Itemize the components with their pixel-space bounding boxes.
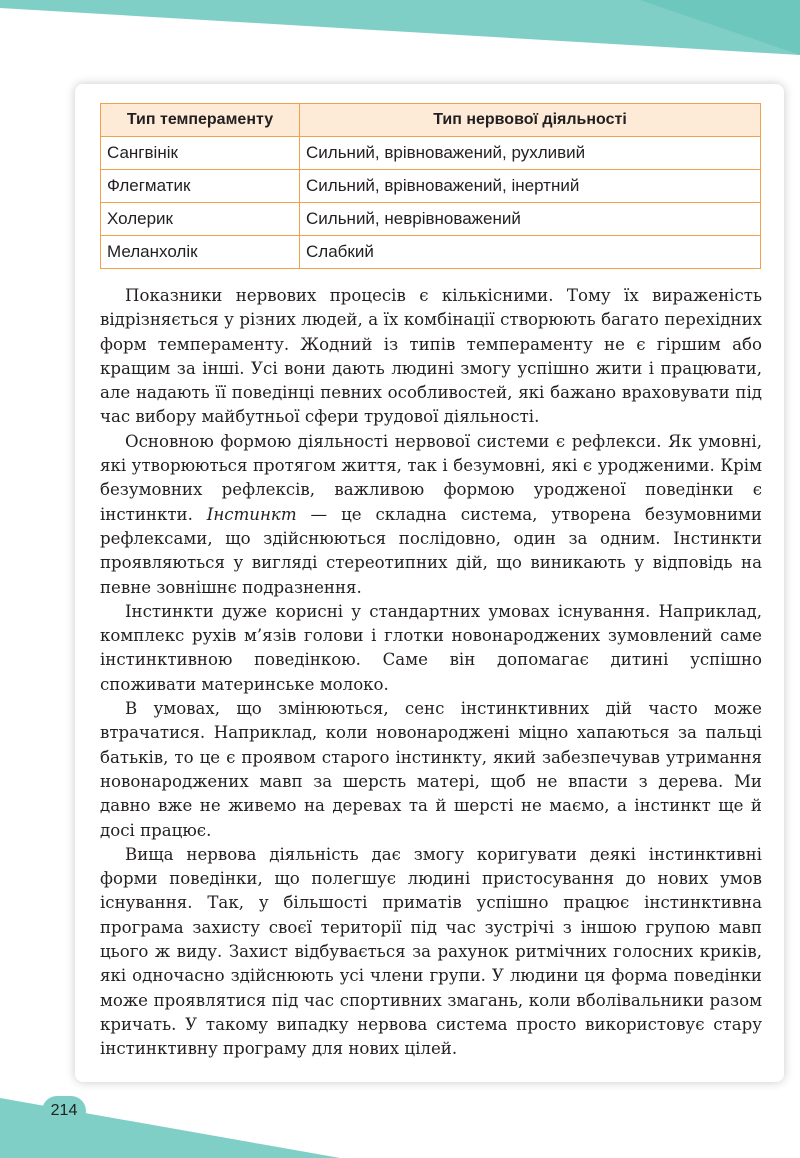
table-cell: Сильний, врівноважений, інертний	[300, 170, 761, 203]
paragraph-text: — це складна система, утворена безумовними рефлексами, що здійснюються послідовно, один за одним. Інстинкти проявляються у вигляді стереотипних дій, що виникають у відповідь на певне зовнішнє подразнення.	[100, 504, 762, 597]
top-decorative-band	[0, 0, 800, 70]
content-card	[75, 84, 784, 1082]
table-row	[101, 170, 761, 203]
table-header-cell: Тип темпераменту	[101, 104, 300, 137]
paragraph: Вища нервова діяльність дає змогу коригувати деякі інстинктивні форми поведінки, що полегшує людині пристосування до нових умов існування. Так, у більшості приматів успішно працює інстинктивна програма захисту своєї території під час зустрічі з іншою групою мавп цього ж виду. Захист відбувається за рахунок ритмічних голосних криків, які одночасно здійснюють усі члени групи. У людини ця форма поведінки може проявлятися під час спортивних змагань, коли вболівальники разом кричать. У такому випадку нервова система просто використовує стару інстинктивну програму для нових цілей.	[100, 844, 762, 1059]
table-cell: Холерик	[101, 203, 300, 236]
paragraph: В умовах, що змінюються, сенс інстинктивних дій часто може втрачатися. Наприклад, коли новонароджені міцно хапаються за пальці батьків, то це є проявом старого інстинкту, який забезпечував утримання новонароджених мавп за шерсть матері, щоб не впасти з дерева. Ми давно вже не живемо на деревах та й шерсті не маємо, а інстинкт ще й досі працює.	[100, 699, 762, 840]
table-header-cell: Тип нервової діяльності	[300, 104, 761, 137]
paragraph: Показники нервових процесів є кількісними. Тому їх вираженість відрізняється у різних людей, а їх комбінації створюють багато перехідних форм темпераменту. Жодний із типів темпераменту не є гіршим або кращим за інші. Усі вони дають людині змогу успішно жити і працювати, але надають її поведінці певних особливостей, які бажано враховувати під час вибору майбутньої сфери трудової діяльності.	[100, 286, 762, 427]
table-header-row	[101, 104, 761, 137]
table-cell: Сильний, неврівноважений	[300, 203, 761, 236]
bottom-decorative-band	[0, 1098, 800, 1158]
page-number: 214	[42, 1096, 86, 1126]
table-cell: Флегматик	[101, 170, 300, 203]
table-row	[101, 203, 761, 236]
table-row	[101, 137, 761, 170]
term-instinct: Інстинкт	[206, 504, 297, 524]
table-cell: Слабкий	[300, 236, 761, 269]
paragraph-text: Основною формою діяльності нервової системи є рефлекси. Як умовні, які утворюються протягом життя, так і безумовні, які є уродженими. Крім безумовних рефлексів, важливою формою уродженої поведінки є інстинкти.	[100, 431, 762, 524]
table-cell: Сангвінік	[101, 137, 300, 170]
temperament-table	[100, 103, 761, 269]
table-row	[101, 236, 761, 269]
paragraph	[100, 430, 762, 600]
paragraph: Інстинкти дуже корисні у стандартних умовах існування. Наприклад, комплекс рухів м’язів голови і глотки новонароджених зумовлений саме інстинктивною поведінкою. Саме він допомагає дитині успішно споживати материнське молоко.	[100, 601, 762, 694]
table-cell: Сильний, врівноважений, рухливий	[300, 137, 761, 170]
table-cell: Меланхолік	[101, 236, 300, 269]
body-text	[100, 284, 762, 1062]
